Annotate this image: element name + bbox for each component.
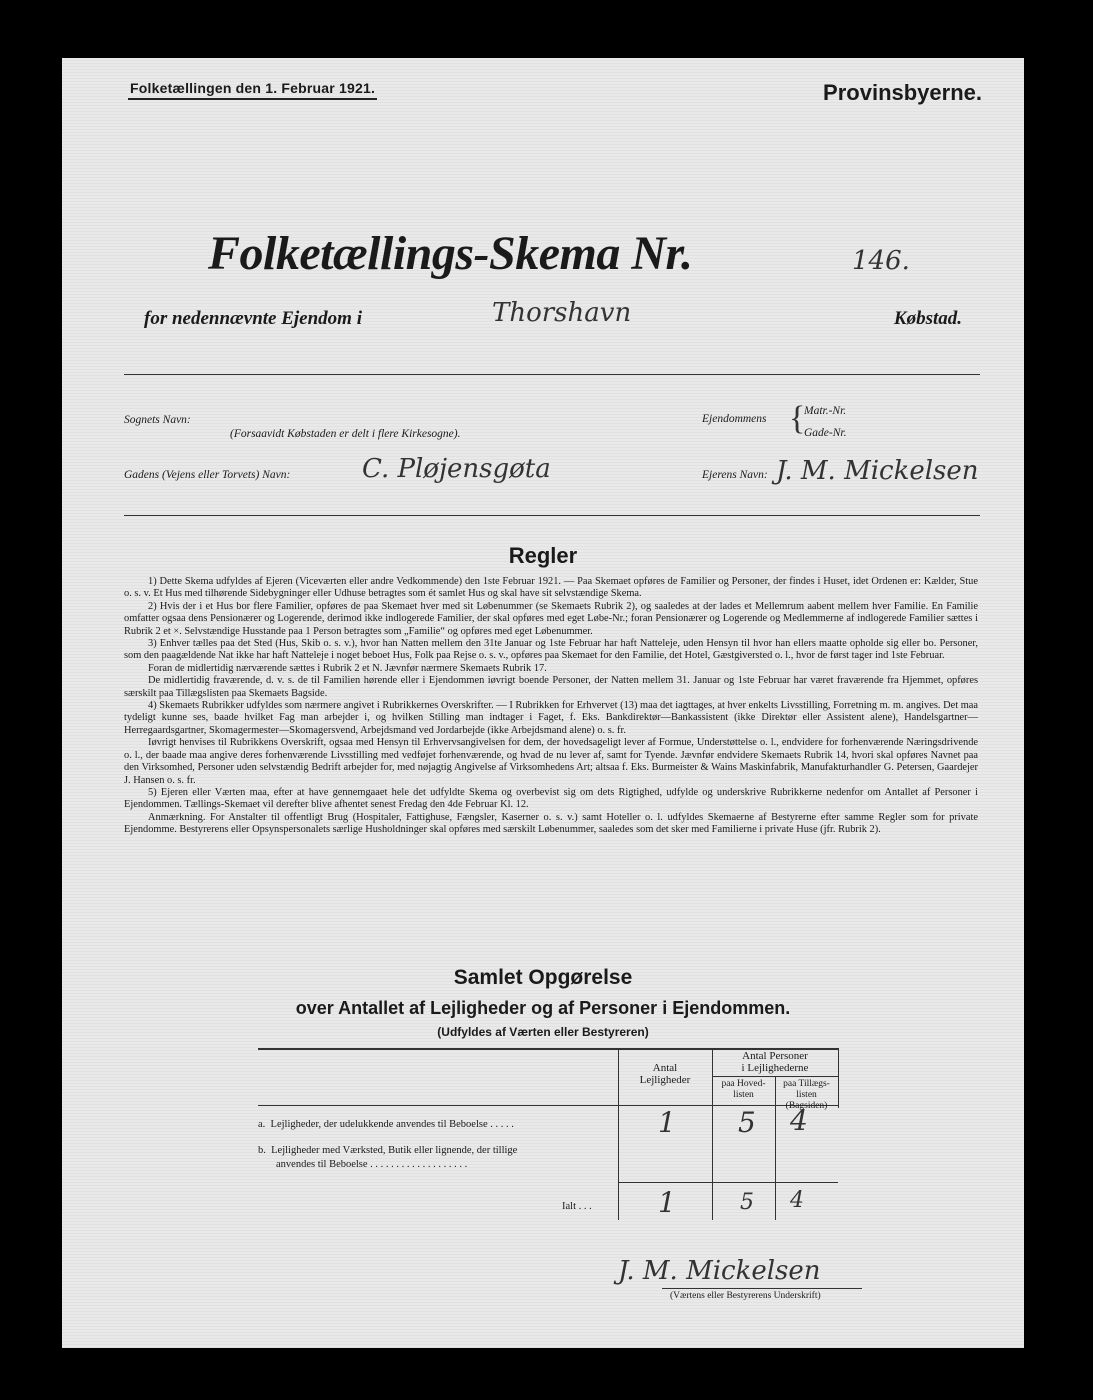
street-name-label: Gadens (Vejens eller Torvets) Navn:: [124, 469, 291, 481]
rules-text: [124, 576, 978, 837]
col-header-hoved-line2: listen: [733, 1090, 754, 1100]
gade-nr-label: Gade-Nr.: [804, 427, 847, 439]
row-a-antal: 1: [658, 1106, 676, 1139]
rule-paragraph: Foran de midlertidig nærværende sættes i Rubrik 2 et N. Jævnfør nærmere Skemaets Rubrik 17.: [148, 662, 547, 674]
table-row: [258, 1118, 514, 1132]
rule-paragraph: Anmærkning. For Anstalter til offentligt Brug (Hospitaler, Fattighuse, Fængsler, Kaserner o. s. v.) samt Hoteller o. l. udfyldes Skemaerne af Bestyrerne efter samme Regler som for private Ejendomme. Bestyrerens eller Opsynspersonalets særlige Husholdninger skal opføres med særskilt Løbenummer, saaledes som det sker med Familierne i private Huse (jfr. Rubrik 2).: [124, 811, 978, 836]
rule-paragraph: 4) Skemaets Rubrikker udfyldes som nærmere angivet i Rubrikkernes Overskrifter. — I Rubrikken for Erhvervet (13) maa det iagttages, at hver enkelts Livsstilling, Forretning m. m. angives. Det maa tydeligt kunne ses, baade hvilket Fag man arbejder i, og hvilken Stilling man indtager i Faget, f. Eks. Bankdirektør—Bankassistent (ikke Direktør eller Assistent alene), Handelsgartner—Herregaardsgartner, Skomagermester—Skomagersvend, Arbejdsmand ved Jordarbejde (ikke Arbejdsmand alene) o. s. fr.: [124, 700, 978, 736]
rule-paragraph: 2) Hvis der i et Hus bor flere Familier, opføres de paa Skemaet hver med sit Løbenummer (se Skemaets Rubrik 2), og saaledes at der lades et Mellemrum aabent mellem hver Familie. En Familie omfatter ogsaa dens Pensionærer og Logerende, derimod ikke indlogerede Familier, der skal opføres med eget Løbe-Nr.; foran Pensionærer og Logerende og Medlemmerne af indlogerede Familier sættes i Rubrik 2 et ×. Selvstændige Husstande paa 1 Person betragtes som „Familie“ og opføres med eget Løbenummer.: [124, 600, 978, 637]
rule-paragraph: 3) Enhver tælles paa det Sted (Hus, Skib o. s. v.), hvor han Natten mellem den 31te Januar og 1ste Februar har haft Natteleje, uden Hensyn til hvor han ellers maatte opholde sig eller bo. Personer, som den paagældende Nat ikke har haft Natteleje i noget beboet Hus, Folk paa Rejse o. s. v., opføres paa Skemaet for den Familie, det Hotel, Gæstgiversted o. l., hvor de først tager ind 1ste Februar.: [124, 638, 978, 662]
col-header-hoved-line1: paa Hoved-: [721, 1079, 766, 1089]
parish-note: (Forsaavidt Købstaden er delt i flere Kirkesogne).: [230, 428, 461, 440]
summary-subtitle: over Antallet af Lejligheder og af Personer i Ejendommen.: [295, 998, 791, 1018]
row-letter: a.: [258, 1119, 266, 1130]
property-label: Ejendommens: [702, 413, 767, 425]
table-row: [258, 1144, 612, 1172]
total-label: Ialt . . .: [562, 1201, 592, 1212]
total-rule: [618, 1182, 838, 1183]
row-label-line2: anvendes til Beboelse . . . . . . . . . . . . . . . . . . .: [276, 1159, 468, 1170]
row-a-hoved: 5: [738, 1106, 756, 1139]
summary-note: (Udfyldes af Værten eller Bestyreren): [437, 1025, 649, 1039]
col-header-antal: [618, 1062, 712, 1086]
signature-handwritten: J. M. Mickelsen: [618, 1256, 821, 1286]
divider-top: [124, 374, 980, 375]
owner-handwritten: J. M. Mickelsen: [776, 456, 979, 486]
owner-name-label: Ejerens Navn:: [702, 469, 768, 481]
form-number-handwritten: 146.: [852, 246, 910, 276]
row-label: Lejligheder med Værksted, Butik eller lignende, der tillige: [271, 1145, 518, 1156]
census-form-sheet: [62, 58, 1024, 1348]
total-hoved: 5: [740, 1190, 754, 1215]
brace-glyph: {: [789, 400, 806, 437]
summary-title: Samlet Opgørelse: [453, 966, 633, 989]
matr-nr-label: Matr.-Nr.: [804, 405, 847, 417]
signature-label: (Værtens eller Bestyrerens Underskrift): [670, 1291, 821, 1301]
town-handwritten: Thorshavn: [492, 298, 632, 328]
col-header-tillaeg-line1: paa Tillægs-: [783, 1079, 830, 1089]
row-letter: b.: [258, 1145, 266, 1156]
col-header-personer: [712, 1050, 838, 1074]
col-header-personer-line2: i Lejlighederne: [741, 1062, 809, 1074]
divider-mid: [124, 515, 980, 516]
kobstad-label: Købstad.: [893, 308, 962, 329]
rule-paragraph: 1) Dette Skema udfyldes af Ejeren (Viceværten eller andre Vedkommende) den 1ste Februar 1921. — Paa Skemaet opføres de Familier og Personer, der findes i Huset, idet Ordenen er: Kælder, Stue o. s. v. Et Hus med tilhørende Sidebygninger eller Udhuse betragtes som ét samlet Hus og skal have sit selvstændige Skema.: [124, 576, 978, 600]
table-subheader-rule: [712, 1076, 838, 1077]
parish-name-label: Sognets Navn:: [124, 414, 191, 426]
col-header-tillaeg-line2: listen (Bagsiden): [785, 1090, 828, 1111]
rule-paragraph: De midlertidig fraværende, d. v. s. de til Familien hørende eller i Ejendommen iøvrigt boende Personer, der Natten mellem 31. Januar og 1ste Februar har været fraværende fra Hjemmet, opføres særskilt paa Tillægslisten paa Skemaets Bagside.: [124, 675, 978, 699]
col-header-antal-line2: Lejligheder: [639, 1074, 691, 1086]
rule-paragraph: 5) Ejeren eller Værten maa, efter at have gennemgaaet hele det udfyldte Skema og overbevist sig om dets Rigtighed, udfylde og underskrive Rubrikkerne nedenfor om Antallet af Personer i Ejendommen. Tællings-Skemaet vil derefter blive afhentet senest Fredag den 4de Februar Kl. 12.: [124, 786, 978, 811]
signature-line: [662, 1288, 862, 1289]
table-vline: [838, 1048, 839, 1108]
col-header-hovedlisten: [712, 1079, 775, 1101]
total-tillaeg: 4: [790, 1188, 804, 1213]
region-label: Provinsbyerne.: [823, 80, 982, 105]
col-header-personer-line1: Antal Personer: [742, 1050, 808, 1062]
row-label: Lejligheder, der udelukkende anvendes til Beboelse . . . . .: [270, 1119, 514, 1130]
rule-paragraph: Iøvrigt henvises til Rubrikkens Overskrift, ogsaa med Hensyn til Erhvervsangivelsen for dem, der hovedsageligt lever af Formue, Understøttelse o. l., endvidere for forhenværende Næringsdrivende o. l., der baade maa angive deres forhenværende Livsstilling med vedføjet forhenværende, og hvad de nu lever af, samt for Tyende. Jævnfør endvidere Skemaets Rubrik 14, hvori skal opføres Navnet paa den Virksomhed, Personer uden selvstændig Bedrift arbejder for, med nøjagtig Angivelse af Virksomhedens Art; altsaa f. Eks. Burmeister & Wains Maskinfabrik, Manufakturhandler G. Petersen, Gaardejer J. Hansen o. s. fr.: [124, 737, 978, 786]
total-antal: 1: [658, 1186, 676, 1219]
row-a-tillaeg: 4: [790, 1104, 808, 1137]
street-handwritten: C. Pløjensgøta: [362, 454, 551, 484]
rules-heading: Regler: [508, 543, 578, 568]
census-date-line: Folketællingen den 1. Februar 1921.: [128, 80, 377, 100]
col-header-antal-line1: Antal: [652, 1062, 678, 1074]
form-title: Folketællings-Skema Nr.: [208, 227, 693, 280]
property-in-label: for nedennævnte Ejendom i: [144, 308, 362, 329]
